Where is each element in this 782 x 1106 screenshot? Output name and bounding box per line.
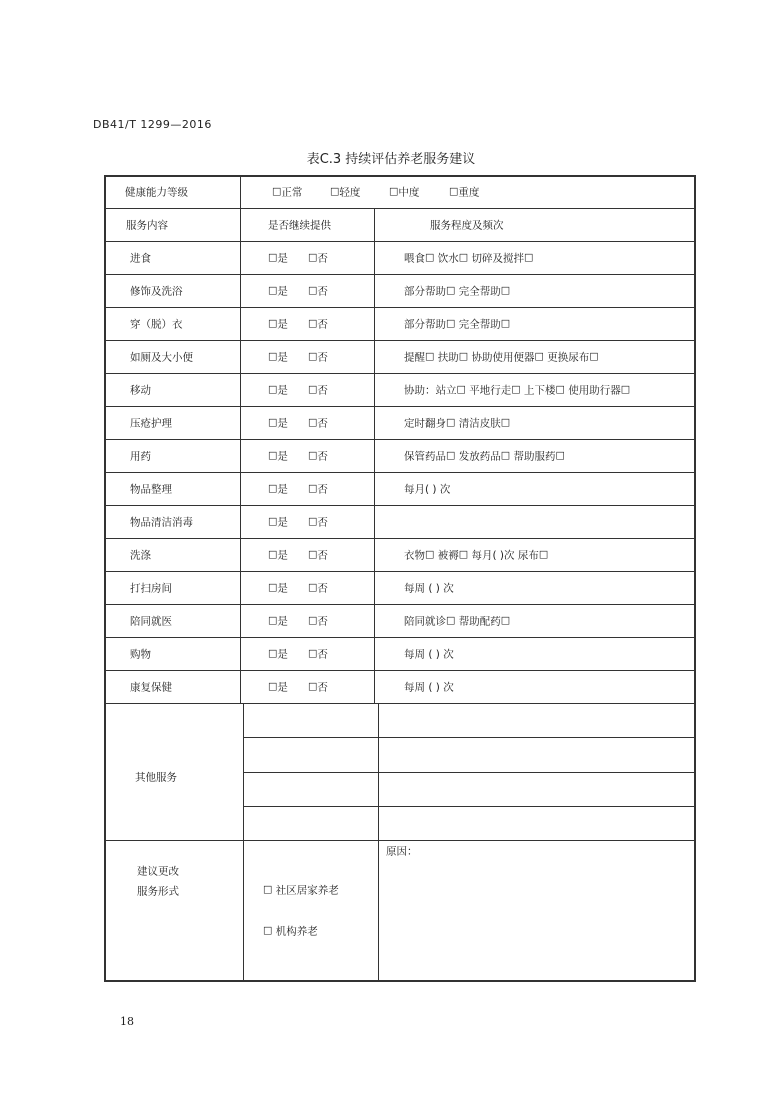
row-rule <box>104 340 694 341</box>
row-service-item: 穿（脱）衣 <box>130 318 183 331</box>
row-service-detail: 部分帮助☐ 完全帮助☐ <box>404 285 511 298</box>
option-institution-care: ☐ 机构养老 <box>263 925 318 938</box>
row-service-item: 物品清洁消毒 <box>130 516 193 529</box>
table-border-right <box>694 175 696 982</box>
checkbox-no: ☐否 <box>308 516 328 529</box>
checkbox-no: ☐否 <box>308 351 328 364</box>
column-header-service: 服务内容 <box>126 219 168 232</box>
row-rule <box>104 373 694 374</box>
suggest-change-label: 服务形式 <box>137 885 179 898</box>
checkbox-no: ☐否 <box>308 582 328 595</box>
checkbox-yes: ☐是 <box>268 417 288 430</box>
column-rule <box>240 175 241 208</box>
row-rule <box>104 241 694 242</box>
checkbox-yes: ☐是 <box>268 318 288 331</box>
sub-row-rule <box>243 772 694 773</box>
row-rule <box>104 307 694 308</box>
table-rule <box>104 208 694 209</box>
row-service-detail: 每周 ( ) 次 <box>404 681 454 694</box>
checkbox-yes: ☐是 <box>268 549 288 562</box>
row-rule <box>104 274 694 275</box>
checkbox-yes: ☐是 <box>268 582 288 595</box>
row-rule <box>104 604 694 605</box>
checkbox-yes: ☐是 <box>268 351 288 364</box>
row-rule <box>104 637 694 638</box>
row-service-item: 洗涤 <box>130 549 151 562</box>
row-service-detail: 每月( ) 次 <box>404 483 451 496</box>
checkbox-yes: ☐是 <box>268 384 288 397</box>
row-service-item: 如厕及大小便 <box>130 351 193 364</box>
row-service-detail: 陪同就诊☐ 帮助配药☐ <box>404 615 511 628</box>
other-services-label: 其他服务 <box>135 771 177 783</box>
health-level-option: ☐中度 <box>389 186 420 199</box>
column-rule <box>378 703 379 980</box>
checkbox-no: ☐否 <box>308 549 328 562</box>
checkbox-no: ☐否 <box>308 483 328 496</box>
checkbox-no: ☐否 <box>308 615 328 628</box>
checkbox-no: ☐否 <box>308 318 328 331</box>
row-rule <box>104 472 694 473</box>
checkbox-yes: ☐是 <box>268 516 288 529</box>
checkbox-no: ☐否 <box>308 681 328 694</box>
row-service-item: 移动 <box>130 384 151 397</box>
column-rule <box>240 208 241 703</box>
checkbox-yes: ☐是 <box>268 648 288 661</box>
option-community-care: ☐ 社区居家养老 <box>263 884 339 897</box>
reason-label: 原因： <box>386 845 418 858</box>
table-border-top <box>104 175 694 177</box>
row-service-detail: 提醒☐ 扶助☐ 协助使用便器☐ 更换尿布☐ <box>404 351 599 364</box>
checkbox-yes: ☐是 <box>268 252 288 265</box>
row-service-item: 购物 <box>130 648 151 661</box>
row-service-detail: 部分帮助☐ 完全帮助☐ <box>404 318 511 331</box>
row-rule <box>104 505 694 506</box>
row-service-item: 打扫房间 <box>130 582 172 595</box>
row-rule <box>104 406 694 407</box>
checkbox-yes: ☐是 <box>268 681 288 694</box>
checkbox-no: ☐否 <box>308 285 328 298</box>
suggest-change-label: 建议更改 <box>137 865 179 878</box>
row-service-item: 康复保健 <box>130 681 172 694</box>
checkbox-yes: ☐是 <box>268 450 288 463</box>
row-service-item: 物品整理 <box>130 483 172 496</box>
row-rule <box>104 703 694 704</box>
sub-row-rule <box>243 806 694 807</box>
checkbox-no: ☐否 <box>308 384 328 397</box>
column-header-continue: 是否继续提供 <box>268 219 331 232</box>
row-service-detail: 喂食☐ 饮水☐ 切碎及搅拌☐ <box>404 252 534 265</box>
table-border-bottom <box>104 980 694 982</box>
document-code: DB41/T 1299—2016 <box>93 118 212 131</box>
row-rule <box>104 439 694 440</box>
column-header-degree: 服务程度及频次 <box>430 219 504 232</box>
column-rule <box>243 703 244 980</box>
row-service-detail: 每周 ( ) 次 <box>404 582 454 595</box>
column-rule <box>374 208 375 703</box>
table-title: 表C.3 持续评估养老服务建议 <box>306 152 476 167</box>
sub-row-rule <box>243 737 694 738</box>
checkbox-no: ☐否 <box>308 648 328 661</box>
checkbox-no: ☐否 <box>308 417 328 430</box>
health-level-option: ☐重度 <box>449 186 480 199</box>
row-service-detail: 协助：站立☐ 平地行走☐ 上下楼☐ 使用助行器☐ <box>404 384 631 397</box>
checkbox-yes: ☐是 <box>268 615 288 628</box>
row-rule <box>104 670 694 671</box>
row-service-item: 进食 <box>130 252 151 265</box>
row-service-detail: 衣物☐ 被褥☐ 每月( )次 尿布☐ <box>404 549 549 562</box>
row-service-item: 修饰及洗浴 <box>130 285 183 298</box>
row-service-item: 用药 <box>130 450 151 463</box>
row-rule <box>104 571 694 572</box>
row-rule <box>104 538 694 539</box>
health-level-label: 健康能力等级 <box>125 186 188 199</box>
checkbox-no: ☐否 <box>308 450 328 463</box>
health-level-option: ☐轻度 <box>330 186 361 199</box>
row-service-detail: 定时翻身☐ 清洁皮肤☐ <box>404 417 511 430</box>
checkbox-yes: ☐是 <box>268 483 288 496</box>
health-level-option: ☐正常 <box>272 186 303 199</box>
table-border-left <box>104 175 106 980</box>
row-service-item: 压疮护理 <box>130 417 172 430</box>
checkbox-no: ☐否 <box>308 252 328 265</box>
row-service-detail: 每周 ( ) 次 <box>404 648 454 661</box>
page-number: 18 <box>120 1015 134 1028</box>
row-rule <box>104 840 694 841</box>
row-service-item: 陪同就医 <box>130 615 172 628</box>
row-service-detail: 保管药品☐ 发放药品☐ 帮助服药☐ <box>404 450 565 463</box>
checkbox-yes: ☐是 <box>268 285 288 298</box>
